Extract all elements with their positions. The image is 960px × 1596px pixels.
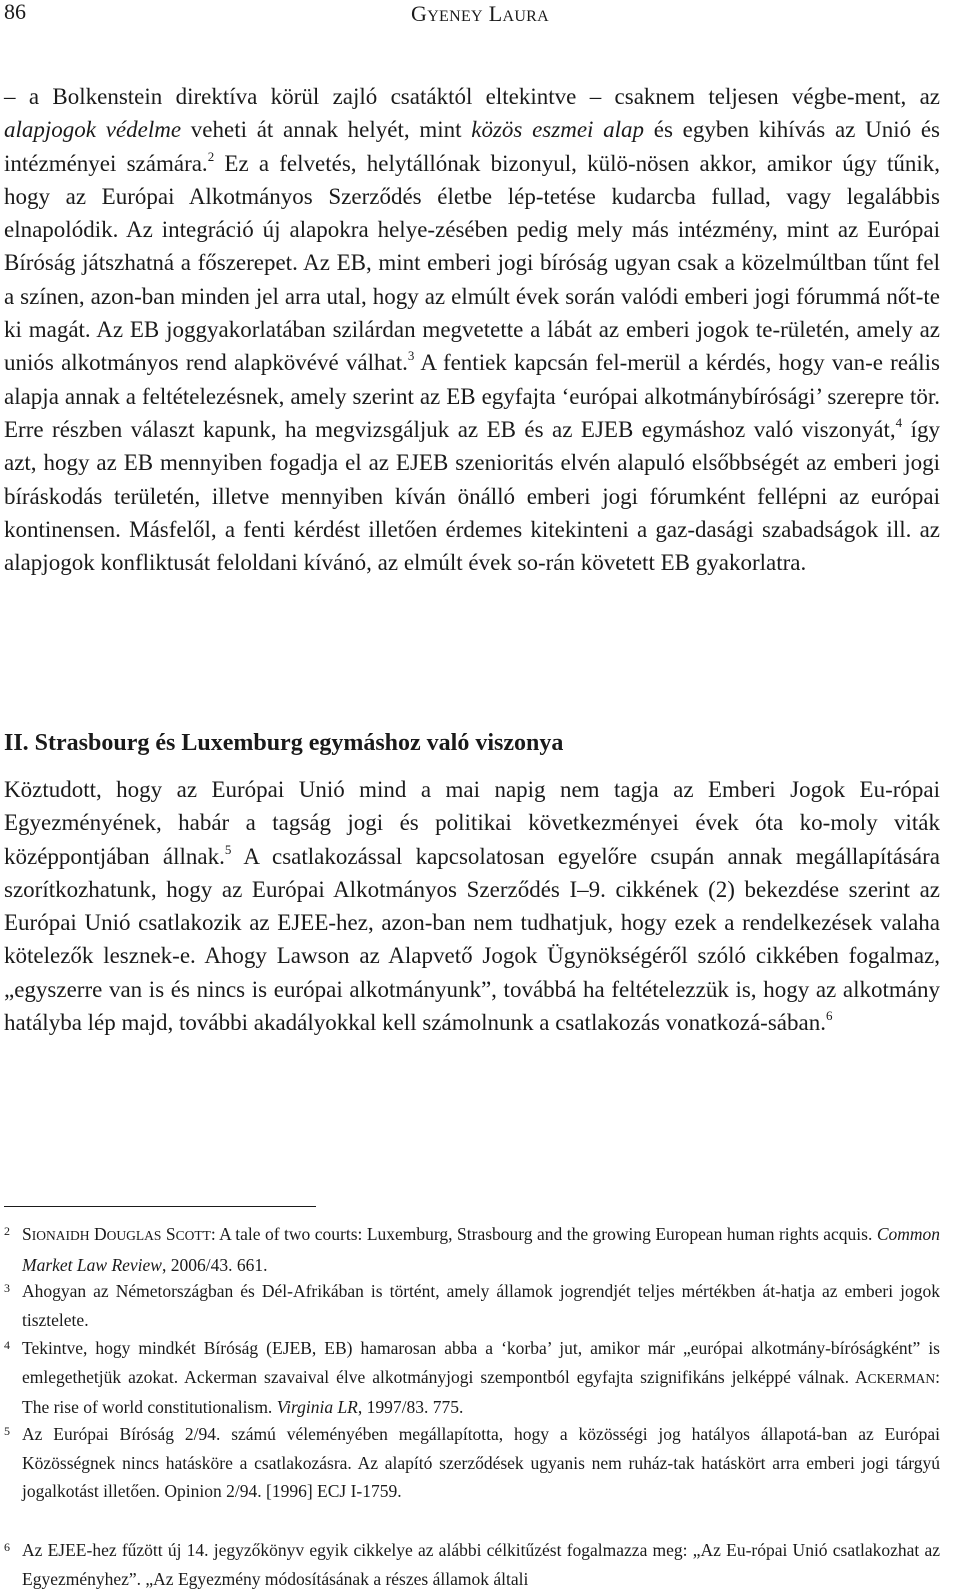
author-name-rest: COTT: [175, 1228, 211, 1243]
footnote-separator: [4, 1206, 316, 1207]
footnote-ref-5[interactable]: 5: [224, 841, 232, 857]
author-initial: A: [854, 1366, 868, 1387]
footnote-ref-3[interactable]: 3: [407, 348, 415, 364]
footnote-text: Az Európai Bíróság 2/94. számú véleményében megállapította, hogy a közösségi jog hatályos állapotá-ban az Európai Közösségnek nincs hatásköre a csatlakozásra. Az alapító szerződések ugyanis nem ruház-tak hatáskört arra emberi jogi tárgyú jogalkotást illetően. Opinion 2/94. [1996] ECJ I-1759.: [22, 1424, 940, 1501]
footnote-text: , 2006/43. 661.: [161, 1254, 268, 1275]
footnote-number: 4: [4, 1338, 10, 1352]
text-run: – a Bolkenstein direktíva körül zajló csatáktól eltekintve – csaknem teljesen végbe-ment, az: [4, 84, 940, 109]
italic-term: alapjogok védelme: [4, 117, 182, 143]
author-name-rest: IONAIDH: [31, 1228, 90, 1243]
author-initial: D: [93, 1224, 107, 1244]
section-heading: II. Strasbourg és Luxemburg egymáshoz való viszonya: [4, 730, 564, 756]
footnote-3: [4, 1277, 940, 1334]
text-run: veheti át annak helyét, mint: [181, 117, 472, 143]
author-first-rest: YENEY: [427, 8, 483, 25]
footnote-4: [4, 1334, 940, 1422]
text-run: így azt, hogy az EB mennyiben fogadja el az EJEB szenioritás elvén alapuló elsőbbségét az emberi jogi bíráskodás területén, illetve mennyiben kíván önálló emberi jogi fórumként fellépni az európai kontinensen. Másfelől, a fenti kérdést illetően érdemes kitekinteni a gaz-dasági szabadságok ill. az alapjogok konfliktusát feloldani kívánó, az elmúlt évek so-rán követett EB gyakorlatra.: [4, 416, 941, 576]
footnote-text: : A tale of two courts: Luxemburg, Strasbourg and the growing European human rights acquis.: [210, 1224, 877, 1244]
text-run: és egyben kihívás az Unió és intézményei számára.: [4, 117, 941, 176]
author-name-rest: OUGLAS: [106, 1228, 162, 1243]
footnote-text: Ahogyan az Németországban és Dél-Afrikában is történt, amely államok jogrendjét teljes mértékben át-hatja az emberi jogok tisztelete.: [22, 1281, 940, 1330]
italic-term: közös eszmei alap: [471, 117, 645, 143]
page-number: 86: [4, 0, 26, 24]
footnote-2: [4, 1220, 941, 1279]
footnote-6: [4, 1536, 940, 1593]
text-run: A csatlakozással kapcsolatosan egyelőre csupán annak megállapítására szorítkozhatunk, hogy az Európai Alkotmányos Szerződés I–9. cikkének (2) bekezdése szerint az Európai Unió csatlakozik az EJEE-hez, azon-ban nem tudhatjuk, hogy ezek a rendelkezések valaha kötelezők lesznek-e. Ahogy Lawson az Alapvető Jogok Ügynökségéről szóló cikkében fogalmaz, „egyszerre van is és nincs is európai alkotmányunk”, továbbá ha feltételezzük is, hogy az alkotmány hatályba lép majd, további akadályokkal kell számolnunk a csatlakozás vonatkozá-sában.: [4, 843, 941, 1036]
body-paragraph-2: [4, 773, 940, 1039]
journal-title: Virginia LR: [276, 1397, 358, 1417]
footnote-text: , 1997/83. 775.: [357, 1397, 464, 1417]
text-run: A fentiek kapcsán fel-merül a kérdés, hogy van-e reális alapja annak a feltételezésnek, amely szerint az EB egyfajta ‘európai alkotmánybírósági’ szerepre tör. Erre részben választ kapunk, ha megvizsgáljuk az EB és az EJEB egymáshoz való viszonyát,: [4, 350, 940, 442]
author-initial-first: G: [410, 1, 428, 26]
footnote-text: Tekintve, hogy mindkét Bíróság (EJEB, EB) hamarosan abba a ‘korba’ jut, amikor már „európai alkotmány-bíróságként” is emlegethetjük azokat. Ackerman szavaival élve alkotmányjogi szempontból egyfajta szignifikáns jelképpé válnak.: [22, 1338, 940, 1387]
running-header-author: [0, 2, 960, 26]
text-run: Köztudott, hogy az Európai Unió mind a mai napig nem tagja az Emberi Jogok Eu-rópai Egyezményének, habár a tagság jogi és politikai következményei évek óta ko-moly viták középpontjában állnak.: [4, 777, 940, 869]
footnote-text: Az EJEE-hez fűzött új 14. jegyzőkönyv egyik cikkelye az alábbi célkitűzést fogalmazza meg: „Az Eu-rópai Unió csatlakozhat az Egyezményhez”. „Az Egyezmény módosításának a részes államok általi: [22, 1540, 940, 1589]
journal-title: Common Market Law Review: [22, 1224, 941, 1275]
footnote-number: 6: [4, 1540, 10, 1554]
author-name-rest: CKERMAN: [867, 1370, 936, 1386]
author-last-rest: AURA: [502, 8, 550, 25]
author-initial-last: L: [488, 1, 503, 26]
footnote-number: 3: [4, 1281, 10, 1295]
author-initial: S: [22, 1224, 32, 1244]
footnote-ref-6[interactable]: 6: [825, 1008, 833, 1024]
footnote-ref-4[interactable]: 4: [895, 414, 903, 430]
text-run: Ez a felvetés, helytállónak bizonyul, külö-nösen akkor, amikor úgy tűnik, hogy az Európai Alkotmányos Szerződés életbe lép-tetése kudarcba fullad, vagy legalábbis elnapolódik. Az integráció új alapokra helye-zésében pedig mely más intézmény, mint az Európai Bíróság játszhatná a főszerepet. Az EB, mint emberi jogi bíróság ugyan csak a közelmúltban tűnt fel a színen, azon-ban minden jel arra utal, hogy az elmúlt évek során valódi emberi jogi fórummá nőt-te ki magát. Az EB joggyakorlatában szilárdan megvetette a lábát az emberi jogok te-rületén, amely az uniós alkotmányos rend alapkövévé válhat.: [4, 150, 940, 376]
footnote-5: [4, 1420, 940, 1506]
footnote-number: 5: [4, 1424, 10, 1438]
author-initial: S: [165, 1224, 176, 1244]
footnote-number: 2: [4, 1224, 10, 1238]
body-paragraph-1: [4, 80, 940, 579]
footnote-ref-2[interactable]: 2: [207, 148, 215, 164]
footnote-text: : The rise of world constitutionalism.: [22, 1366, 940, 1417]
